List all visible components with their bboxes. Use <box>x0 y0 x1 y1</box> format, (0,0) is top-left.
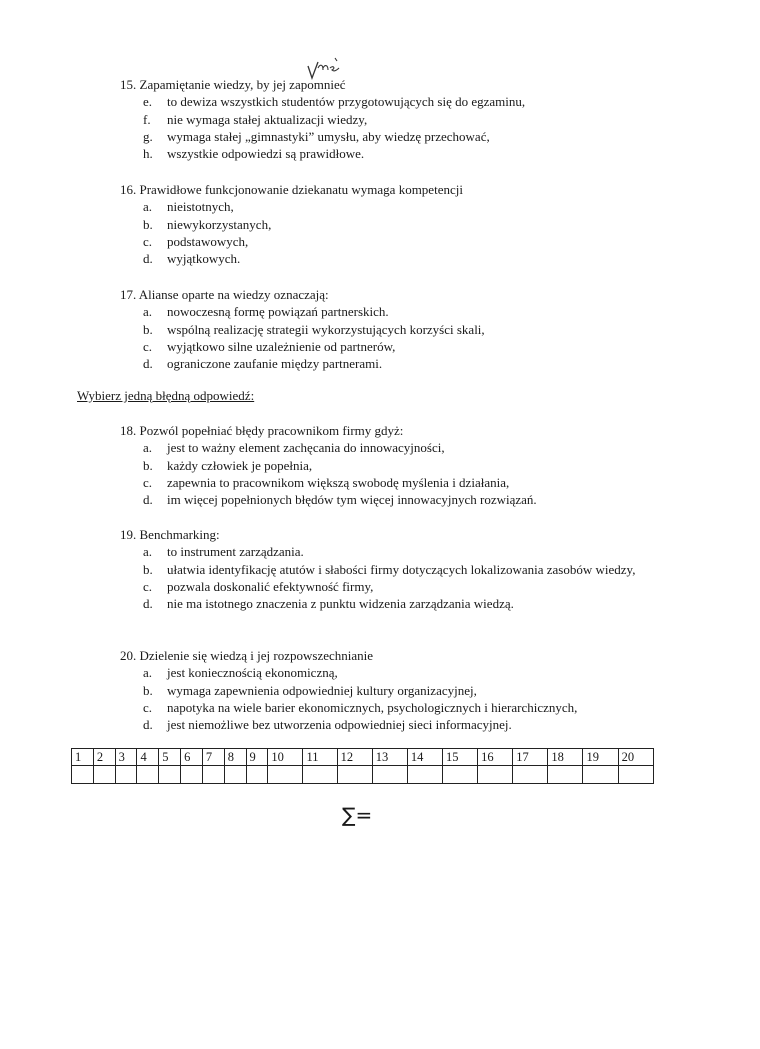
option-h: h. wszystkie odpowiedzi są prawidłowe. <box>143 146 365 162</box>
grid-number: 5 <box>159 749 181 766</box>
option-f: f. nie wymaga stałej aktualizacji wiedzy, <box>143 111 368 127</box>
option-b: b. niewykorzystanych, <box>143 216 272 232</box>
option-a: a. jest to ważny element zachęcania do innowacyjności, <box>143 440 445 456</box>
sum-label: ∑= <box>342 803 373 827</box>
answer-cell[interactable] <box>115 766 137 784</box>
option-c: c. podstawowych, <box>143 233 249 249</box>
question-number: 20. <box>120 648 137 663</box>
answer-cell[interactable] <box>303 766 337 784</box>
answer-grid-numbers <box>72 749 654 766</box>
answer-cell[interactable] <box>442 766 477 784</box>
option-d: d. im więcej popełnionych błędów tym więcej innowacyjnych rozwiązań. <box>143 492 537 508</box>
question-number: 17. <box>120 287 137 302</box>
option-c: c. pozwala doskonalić efektywność firmy, <box>143 578 374 594</box>
grid-number: 17 <box>513 749 548 766</box>
answer-cell[interactable] <box>372 766 407 784</box>
question-20 <box>120 647 680 733</box>
option-b: b. ułatwia identyfikację atutów i słabości firmy dotyczących lokalizowania zasobów wiedzy, <box>143 561 636 577</box>
option-d: d. jest niemożliwe bez utworzenia odpowiedniej sieci informacyjnej. <box>143 717 512 733</box>
grid-number: 6 <box>181 749 203 766</box>
answer-cell[interactable] <box>159 766 181 784</box>
option-c: c. wyjątkowo silne uzależnienie od partnerów, <box>143 338 396 354</box>
option-c: c. zapewnia to pracownikom większą swobodę myślenia i działania, <box>143 474 510 490</box>
answer-cell[interactable] <box>478 766 513 784</box>
grid-number: 15 <box>442 749 477 766</box>
answer-cell[interactable] <box>407 766 442 784</box>
question-text: Dzielenie się wiedzą i jej rozpowszechnianie <box>139 648 374 663</box>
option-b: b. każdy człowiek je popełnia, <box>143 457 313 473</box>
question-text: Alianse oparte na wiedzy oznaczają: <box>138 287 329 302</box>
option-a: a. nieistotnych, <box>143 199 234 215</box>
answer-cell[interactable] <box>93 766 115 784</box>
option-c: c. napotyka na wiele barier ekonomicznych, psychologicznych i hierarchicznych, <box>143 699 578 715</box>
grid-number: 10 <box>268 749 303 766</box>
question-15 <box>120 76 680 162</box>
question-number: 18. <box>120 423 137 438</box>
answer-cell[interactable] <box>513 766 548 784</box>
answer-cell[interactable] <box>583 766 618 784</box>
answer-cell[interactable] <box>202 766 224 784</box>
section-instruction: Wybierz jedną błędną odpowiedź: <box>77 388 255 403</box>
question-number: 19. <box>120 527 137 542</box>
grid-number: 4 <box>137 749 159 766</box>
answer-cell[interactable] <box>181 766 203 784</box>
grid-number: 19 <box>583 749 618 766</box>
answer-cell[interactable] <box>224 766 246 784</box>
option-b: b. wymaga zapewnienia odpowiedniej kultury organizacyjnej, <box>143 682 477 698</box>
answer-cell[interactable] <box>337 766 372 784</box>
question-text: Pozwól popełniać błędy pracownikom firmy gdyż: <box>139 423 404 438</box>
grid-number: 11 <box>303 749 337 766</box>
option-a: a. to instrument zarządzania. <box>143 544 304 560</box>
answer-cell[interactable] <box>246 766 268 784</box>
option-d: d. ograniczone zaufanie między partnerami. <box>143 356 383 372</box>
grid-number: 2 <box>93 749 115 766</box>
answer-grid-answers <box>72 766 654 784</box>
option-d: d. nie ma istotnego znaczenia z punktu widzenia zarządzania wiedzą. <box>143 596 514 612</box>
grid-number: 12 <box>337 749 372 766</box>
answer-cell[interactable] <box>268 766 303 784</box>
question-number: 16. <box>120 182 137 197</box>
grid-number: 16 <box>478 749 513 766</box>
answer-cell[interactable] <box>548 766 583 784</box>
grid-number: 20 <box>618 749 653 766</box>
question-text: Benchmarking: <box>139 527 220 542</box>
question-19 <box>120 526 680 612</box>
question-number: 15. <box>120 77 137 92</box>
question-text: Zapamiętanie wiedzy, by jej zapomnieć <box>139 77 346 92</box>
grid-number: 9 <box>246 749 268 766</box>
grid-number: 14 <box>407 749 442 766</box>
question-text: Prawidłowe funkcjonowanie dziekanatu wymaga kompetencji <box>139 182 463 197</box>
option-a: a. jest koniecznością ekonomiczną, <box>143 665 338 681</box>
question-17 <box>120 286 680 372</box>
question-16 <box>120 181 680 267</box>
grid-number: 1 <box>72 749 94 766</box>
option-e: e. to dewiza wszystkich studentów przygotowujących się do egzaminu, <box>143 94 526 110</box>
grid-number: 7 <box>202 749 224 766</box>
answer-cell[interactable] <box>618 766 653 784</box>
option-g: g. wymaga stałej „gimnastyki” umysłu, aby wiedzę przechować, <box>143 128 490 144</box>
answer-cell[interactable] <box>137 766 159 784</box>
grid-number: 3 <box>115 749 137 766</box>
grid-number: 8 <box>224 749 246 766</box>
option-a: a. nowoczesną formę powiązań partnerskich. <box>143 304 389 320</box>
option-b: b. wspólną realizację strategii wykorzystujących korzyści skali, <box>143 321 485 337</box>
grid-number: 18 <box>548 749 583 766</box>
answer-cell[interactable] <box>72 766 94 784</box>
grid-number: 13 <box>372 749 407 766</box>
question-18 <box>120 422 680 508</box>
option-d: d. wyjątkowych. <box>143 251 241 267</box>
answer-grid <box>71 748 654 784</box>
